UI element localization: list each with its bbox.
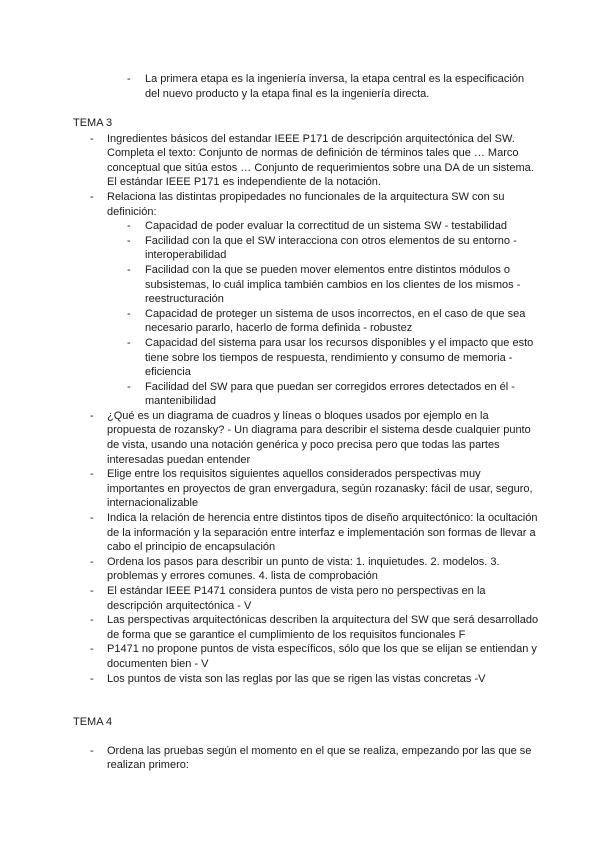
intro-section: [0, 72, 537, 101]
list-item: - Elige entre los requisitos siguientes aquellos considerados perspectivas muy importantes en proyectos de gran envergadura, según rozanasky: fácil de usar, seguro, internacionalizable: [107, 467, 539, 511]
list-item: - Indica la relación de herencia entre distintos tipos de diseño arquitectónico: la ocultación de la información y la separación entre interfaz e implementación son formas de llevar a cabo el principio de encapsulación: [107, 511, 539, 555]
tema3-list: [0, 132, 539, 687]
sublist-item: - Capacidad de proteger un sistema de usos incorrectos, en el caso de que sea necesario pararlo, hacerlo de forma definida - robustez: [145, 307, 537, 336]
list-item: - El estándar IEEE P1471 considera puntos de vista pero no perspectivas en la descripción arquitectónica - V: [107, 584, 539, 613]
list-item: - Ordena los pasos para describir un punto de vista: 1. inquietudes. 2. modelos. 3. problemas y errores comunes. 4. lista de comprobación: [107, 555, 539, 584]
list-item: - Ordena las pruebas según el momento en el que se realiza, empezando por las que se realizan primero:: [107, 744, 539, 773]
intro-list-item: - La primera etapa es la ingeniería inversa, la etapa central es la especificación del nuevo producto y la etapa final es la ingeniería directa.: [145, 72, 537, 101]
list-item: - Relaciona las distintas propipedades no funcionales de la arquitectura SW con su definición:: [107, 190, 539, 219]
list-item: - P1471 no propone puntos de vista específicos, sólo que los que se elijan se entiendan y documenten bien - V: [107, 642, 539, 671]
list-item: - Los puntos de vista son las reglas por las que se rigen las vistas concretas -V: [107, 672, 539, 687]
sublist-item: - Facilidad con la que se pueden mover elementos entre distintos módulos o subsistemas, lo cuál implica también cambios en los clientes de los mismos - reestructuración: [145, 263, 537, 307]
sublist-item: - Capacidad del sistema para usar los recursos disponibles y el impacto que esto tiene sobre los tiempos de respuesta, rendimiento y consumo de memoria - eficiencia: [145, 336, 537, 380]
tema3-section: [0, 116, 539, 686]
tema4-section: [0, 715, 539, 773]
list-item: - Ingredientes básicos del estandar IEEE P171 de descripción arquitectónica del SW. Completa el texto: Conjunto de normas de definición de términos tales que … Marco conceptual que sitúa estos … Conjunto de requerimientos sobre una DA de un sistema. El estándar IEEE P171 es independiente de la notación.: [107, 132, 539, 190]
sublist-item: - Facilidad del SW para que puedan ser corregidos errores detectados en él - mantenibilidad: [145, 380, 537, 409]
properties-sublist: [0, 219, 539, 409]
sublist-item: - Capacidad de poder evaluar la correctitud de un sistema SW - testabilidad: [145, 219, 537, 234]
tema4-list: [0, 744, 539, 773]
list-item: - ¿Qué es un diagrama de cuadros y líneas o bloques usados por ejemplo en la propuesta de rozansky? - Un diagrama para describir el sistema desde cualquier punto de vista, usando una notación genérica y poco precisa pero que todas las partes interesadas puedan entender: [107, 409, 539, 467]
tema4-heading: TEMA 4: [73, 716, 113, 728]
list-item: - Las perspectivas arquitectónicas describen la arquitectura del SW que será desarrollado de forma que se garantice el cumplimiento de los requisitos funcionales F: [107, 613, 539, 642]
sublist-item: - Facilidad con la que el SW interacciona con otros elementos de su entorno - interoperabilidad: [145, 234, 537, 263]
tema3-heading: TEMA 3: [73, 117, 113, 129]
